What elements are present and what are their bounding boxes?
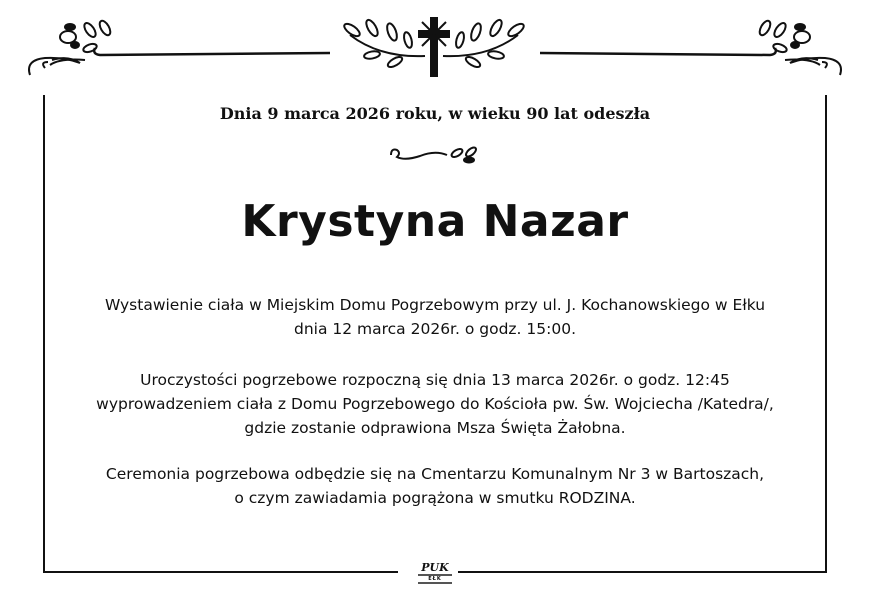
logo-title: PUK xyxy=(421,561,449,574)
deceased-name: Krystyna Nazar xyxy=(241,196,629,247)
paragraph-line: gdzie zostanie odprawiona Msza Święta Żałobna. xyxy=(244,419,626,437)
cross-icon xyxy=(418,17,450,77)
paragraph-line: o czym zawiadamia pogrążona w smutku RODZINA. xyxy=(234,489,636,507)
burial-paragraph xyxy=(45,462,825,510)
right-flourish-icon xyxy=(540,19,841,75)
paragraph-line: Uroczystości pogrzebowe rozpoczną się dnia 13 marca 2026r. o godz. 12:45 xyxy=(140,371,730,389)
frame-right-border xyxy=(825,95,827,573)
paragraph-line: Ceremonia pogrzebowa odbędzie się na Cmentarzu Komunalnym Nr 3 w Bartoszach, xyxy=(105,465,765,483)
logo-subtitle: EŁK xyxy=(418,574,452,584)
frame-bottom-border-right xyxy=(458,571,827,573)
paragraph-line: wyprowadzeniem ciała z Domu Pogrzebowego do Kościoła pw. Św. Wojciecha /Katedra/, xyxy=(96,395,774,413)
death-date-headline: Dnia 9 marca 2026 roku, w wieku 90 lat odeszła xyxy=(219,104,651,123)
ceremony-paragraph xyxy=(45,368,825,440)
paragraph-line: Wystawienie ciała w Miejskim Domu Pogrzebowym przy ul. J. Kochanowskiego w Ełku xyxy=(104,296,766,314)
paragraph-line: dnia 12 marca 2026r. o godz. 15:00. xyxy=(293,320,577,338)
viewing-paragraph xyxy=(45,293,825,341)
left-flourish-icon xyxy=(29,19,330,75)
frame-bottom-border-left xyxy=(43,571,398,573)
top-ornament xyxy=(0,0,870,95)
puk-logo xyxy=(412,562,458,584)
small-flourish-icon xyxy=(385,143,485,167)
